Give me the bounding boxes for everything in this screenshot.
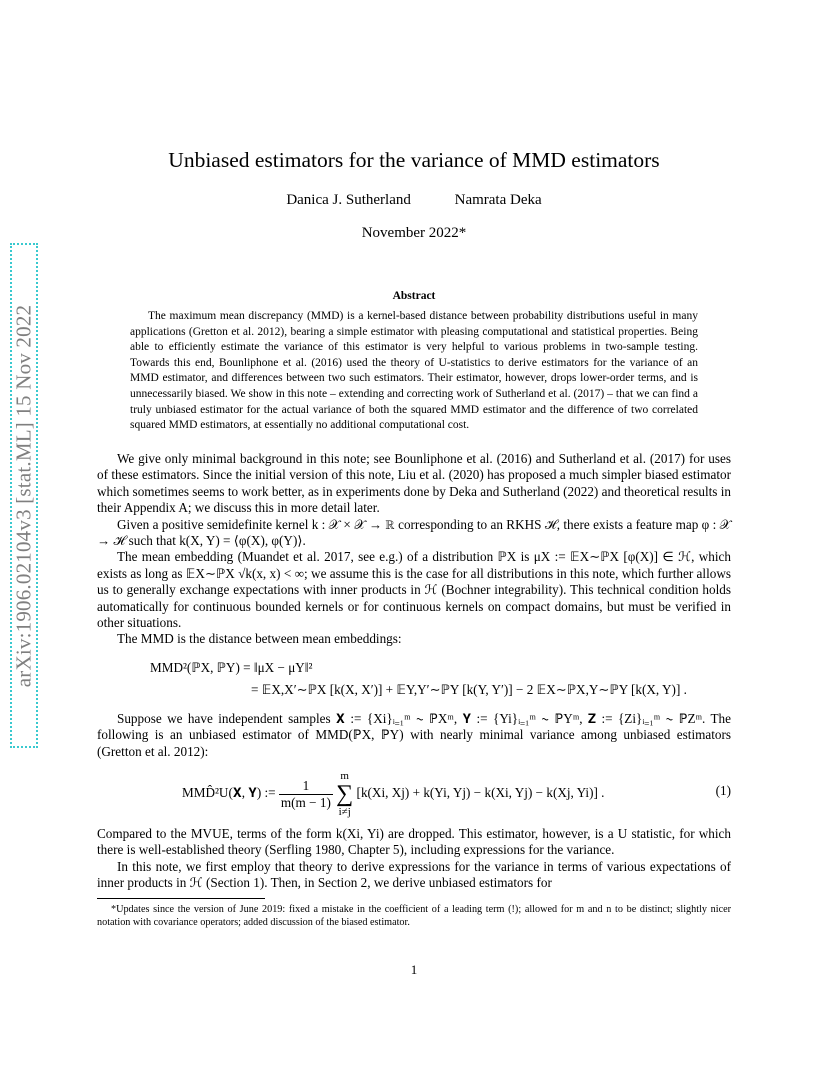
body-section-2 <box>97 711 731 760</box>
author-list <box>0 192 828 209</box>
paper-title: Unbiased estimators for the variance of MMD estimators <box>168 148 660 172</box>
equation-mmd-line1: MMD²(ℙX, ℙY) = ‖μX − μY‖² <box>150 660 313 675</box>
paragraph: In this note, we first employ that theory to derive expressions for the variance in terms of various expectations of inner products in ℋ (Section 1). Then, in Section 2, we derive unbiased estimators for <box>97 858 731 891</box>
fraction-denominator: m(m − 1) <box>280 794 331 810</box>
body-section-1 <box>97 451 731 648</box>
summation-lower: i≠j <box>338 806 351 818</box>
summation <box>336 770 353 818</box>
paragraph: Given a positive semidefinite kernel k : 𝒳 × 𝒳 → ℝ corresponding to an RKHS ℋ, there exists a feature map φ : 𝒳 → ℋ such that k(X, Y) = ⟨φ(X), φ(Y)⟩. <box>97 516 731 549</box>
summation-upper: m <box>340 770 349 782</box>
summation-sign-icon: ∑ <box>336 781 354 807</box>
paragraph: Compared to the MVUE, terms of the form k(Xi, Yi) are dropped. This estimator, however, is a U statistic, for which there is well-established theory (Serfling 1980, Chapter 5), including expressions for the variance. <box>97 826 731 858</box>
author-name: Namrata Deka <box>454 192 542 208</box>
footnote-rule <box>97 898 265 899</box>
equation-1 <box>182 770 604 818</box>
paragraph: Suppose we have independent samples 𝐗 := {Xi}ᵢ₌₁ᵐ ∼ ℙXᵐ, 𝐘 := {Yi}ᵢ₌₁ᵐ ∼ ℙYᵐ, 𝐙 := {Zi}ᵢ₌₁ᵐ ∼ ℙZᵐ. The following is an unbiased estimator of MMD(ℙX, ℙY) with nearly minimal variance among unbiased estimators (Gretton et al. 2012): <box>97 711 731 759</box>
equation-mmd-line2: = 𝔼X,X′∼ℙX [k(X, X′)] + 𝔼Y,Y′∼ℙY [k(Y, Y′)] − 2 𝔼X∼ℙX,Y∼ℙY [k(X, Y)] . <box>251 682 687 697</box>
paper-date: November 2022* <box>361 225 467 241</box>
footnote: *Updates since the version of June 2019: fixed a mistake in the coefficient of a leading term (!); allowed for m and n to be distinct; slightly nicer notation with covariance operators; added discussion of the biased estimator. <box>97 904 731 929</box>
paragraph: We give only minimal background in this note; see Bounliphone et al. (2016) and Sutherland et al. (2017) for uses of these estimators. Since the initial version of this note, Liu et al. (2020) has proposed a much simpler biased estimator which sometimes seems to work better, as in experiments done by Deka and Sutherland (2022) and theoretical results in their Appendix A; we discuss this in more detail later. <box>97 451 731 516</box>
arxiv-stamp-text: arXiv:1906.02104v3 [stat.ML] 15 Nov 2022 <box>11 304 36 687</box>
paragraph: The MMD is the distance between mean embeddings: <box>117 631 402 647</box>
paragraph: The mean embedding (Muandet et al. 2017, see e.g.) of a distribution ℙX is μX := 𝔼X∼ℙX [φ(X)] ∈ ℋ, which exists as long as 𝔼X∼ℙX √k(x, x) < ∞; we assume this is the case for all distributions in this note, which further allows us to generally exchange expectations with inner products in ℋ (Bochner integrability). This technical condition holds automatically for continuous bounded kernels or for continuous kernels on compact domains, but must be verified in other situations. <box>97 549 731 631</box>
equation-1-rhs: [k(Xi, Xj) + k(Yi, Yj) − k(Xi, Yj) − k(Xj, Yi)] . <box>356 785 605 801</box>
equation-1-lhs: MMD̂²U(𝐗, 𝐘) := <box>182 785 276 801</box>
abstract-paragraph: The maximum mean discrepancy (MMD) is a kernel-based distance between probability distributions useful in many applications (Gretton et al. 2012), bearing a simple estimator with pleasing computational and statistical properties. Being able to efficiently estimate the variance of this estimator is very helpful to various problems in two-sample testing. Towards this end, Bounliphone et al. (2016) used the theory of U-statistics to derive estimators for the variance of an MMD estimator, and differences between two such estimators. Their estimator, however, drops lower-order terms, and is unnecessarily biased. We show in this note – extending and correcting work of Sutherland et al. (2017) – that we can find a truly unbiased estimator for the actual variance of both the squared MMD estimator and the difference of two correlated squared MMD estimators, at essentially no additional computational cost. <box>130 310 698 432</box>
abstract-text <box>130 309 698 434</box>
body-section-3 <box>97 826 731 892</box>
equation-1-fraction <box>279 778 333 811</box>
author-name: Danica J. Sutherland <box>286 192 411 208</box>
fraction-numerator: 1 <box>279 778 333 795</box>
arxiv-stamp[interactable] <box>10 243 38 748</box>
abstract-heading: Abstract <box>392 290 436 302</box>
page-number: 1 <box>410 962 418 977</box>
equation-number: (1) <box>715 783 731 798</box>
